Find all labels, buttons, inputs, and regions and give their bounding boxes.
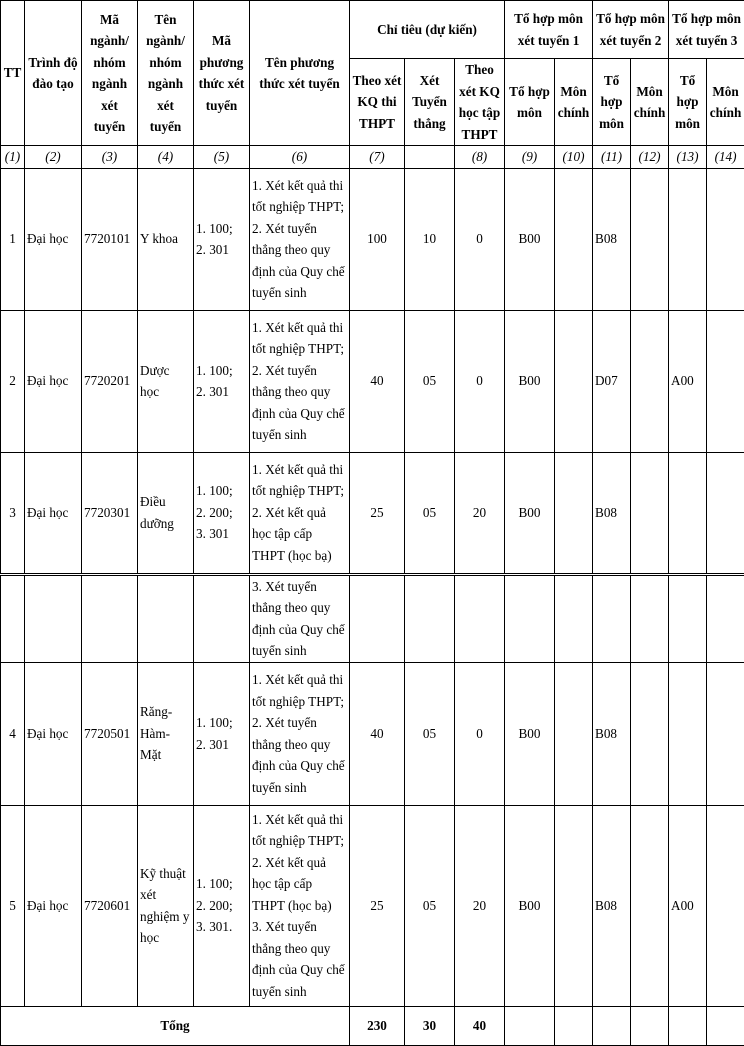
total-row (1, 1006, 744, 1045)
table-row (1, 662, 744, 805)
col-num: (4) (138, 146, 194, 169)
cell-mc3 (707, 805, 744, 1006)
cell-tt: 3 (1, 452, 25, 574)
cell-th2: D07 (593, 310, 631, 452)
total-empty (631, 1006, 669, 1045)
cell-mc3 (707, 662, 744, 805)
cell-ma: 7720101 (82, 168, 138, 310)
cell-ten: Kỹ thuật xét nghiệm y học (138, 805, 194, 1006)
cell-th1 (505, 574, 555, 662)
cell-mc1 (555, 310, 593, 452)
col-num: (11) (593, 146, 631, 169)
cell-thang: 05 (405, 662, 455, 805)
cell-hoc-tap: 0 (455, 310, 505, 452)
header-to-hop-mon-1: Tổ hợp môn (505, 59, 555, 146)
cell-ten-pt: 1. Xét kết quả thi tốt nghiệp THPT; 2. Xét tuyển thẳng theo quy định của Quy chế tuyển sinh (250, 662, 350, 805)
cell-tt: 2 (1, 310, 25, 452)
cell-th2: B08 (593, 168, 631, 310)
cell-th3 (669, 168, 707, 310)
header-to-hop-mon-3: Tổ hợp môn (669, 59, 707, 146)
cell-mc1 (555, 662, 593, 805)
col-num: (3) (82, 146, 138, 169)
cell-th2: B08 (593, 805, 631, 1006)
header-to-hop-3: Tổ hợp môn xét tuyển 3 (669, 1, 744, 59)
cell-ten: Điều dưỡng (138, 452, 194, 574)
cell-mc3 (707, 168, 744, 310)
col-num: (13) (669, 146, 707, 169)
cell-trinh-do: Đại học (25, 662, 82, 805)
cell-tt: 4 (1, 662, 25, 805)
cell-ten: Y khoa (138, 168, 194, 310)
cell-th1: B00 (505, 662, 555, 805)
cell-mc2 (631, 574, 669, 662)
cell-ten-pt: 1. Xét kết quả thi tốt nghiệp THPT; 2. Xét kết quả học tập cấp THPT (học bạ) (250, 452, 350, 574)
col-num: (1) (1, 146, 25, 169)
col-num: (5) (194, 146, 250, 169)
col-num (405, 146, 455, 169)
cell-hoc-tap (455, 574, 505, 662)
cell-th3: A00 (669, 805, 707, 1006)
header-ma-ptxt: Mã phương thức xét tuyển (194, 1, 250, 146)
cell-ten-pt: 1. Xét kết quả thi tốt nghiệp THPT; 2. Xét kết quả học tập cấp THPT (học bạ) 3. Xét tuyển thẳng theo quy định của Quy chế tuyển sinh (250, 805, 350, 1006)
cell-th1: B00 (505, 452, 555, 574)
header-to-hop-mon-2: Tổ hợp môn (593, 59, 631, 146)
cell-ptxt (194, 574, 250, 662)
col-num: (14) (707, 146, 744, 169)
col-num: (2) (25, 146, 82, 169)
cell-mc2 (631, 805, 669, 1006)
header-to-hop-1: Tổ hợp môn xét tuyển 1 (505, 1, 593, 59)
cell-ma: 7720301 (82, 452, 138, 574)
cell-mc1 (555, 168, 593, 310)
column-number-row (1, 146, 744, 169)
cell-ma: 7720201 (82, 310, 138, 452)
cell-ten-pt: 3. Xét tuyển thẳng theo quy định của Quy chế tuyển sinh (250, 574, 350, 662)
cell-hoc-tap: 0 (455, 662, 505, 805)
cell-mc2 (631, 168, 669, 310)
table-row (1, 310, 744, 452)
col-num: (8) (455, 146, 505, 169)
cell-th2 (593, 574, 631, 662)
cell-thang: 05 (405, 310, 455, 452)
total-thpt: 230 (350, 1006, 405, 1045)
cell-ma: 7720601 (82, 805, 138, 1006)
cell-thpt (350, 574, 405, 662)
cell-mc3 (707, 574, 744, 662)
cell-ten-pt: 1. Xét kết quả thi tốt nghiệp THPT; 2. Xét tuyển thẳng theo quy định của Quy chế tuyển sinh (250, 310, 350, 452)
col-num: (7) (350, 146, 405, 169)
total-empty (593, 1006, 631, 1045)
total-empty (669, 1006, 707, 1045)
cell-mc1 (555, 805, 593, 1006)
cell-ten (138, 574, 194, 662)
cell-ma: 7720501 (82, 662, 138, 805)
col-num: (9) (505, 146, 555, 169)
header-chi-tieu: Chỉ tiêu (dự kiến) (350, 1, 505, 59)
table-row (1, 805, 744, 1006)
cell-thang: 05 (405, 805, 455, 1006)
cell-thpt: 100 (350, 168, 405, 310)
cell-mc2 (631, 310, 669, 452)
cell-thpt: 40 (350, 662, 405, 805)
cell-tt (1, 574, 25, 662)
cell-ptxt: 1. 100; 2. 200; 3. 301 (194, 452, 250, 574)
cell-trinh-do (25, 574, 82, 662)
cell-mc2 (631, 452, 669, 574)
cell-thpt: 25 (350, 805, 405, 1006)
cell-thang: 10 (405, 168, 455, 310)
cell-tt: 1 (1, 168, 25, 310)
header-ma-nganh: Mã ngành/ nhóm ngành xét tuyển (82, 1, 138, 146)
header-theo-thpt: Theo xét KQ thi THPT (350, 59, 405, 146)
cell-ptxt: 1. 100; 2. 301 (194, 662, 250, 805)
cell-ten: Răng-Hàm-Mặt (138, 662, 194, 805)
cell-ten: Dược học (138, 310, 194, 452)
cell-th2: B08 (593, 452, 631, 574)
header-mon-chinh-1: Môn chính (555, 59, 593, 146)
col-num: (6) (250, 146, 350, 169)
total-empty (555, 1006, 593, 1045)
cell-ptxt: 1. 100; 2. 200; 3. 301. (194, 805, 250, 1006)
table-row (1, 168, 744, 310)
cell-mc3 (707, 452, 744, 574)
header-tt: TT (1, 1, 25, 146)
total-empty (505, 1006, 555, 1045)
cell-th3 (669, 452, 707, 574)
header-theo-hoc-tap: Theo xét KQ học tập THPT (455, 59, 505, 146)
cell-th1: B00 (505, 168, 555, 310)
cell-ma (82, 574, 138, 662)
cell-thpt: 25 (350, 452, 405, 574)
cell-th1: B00 (505, 310, 555, 452)
cell-trinh-do: Đại học (25, 168, 82, 310)
cell-thang (405, 574, 455, 662)
cell-ten-pt: 1. Xét kết quả thi tốt nghiệp THPT; 2. Xét tuyển thẳng theo quy định của Quy chế tuyển sinh (250, 168, 350, 310)
header-xet-tuyen-thang: Xét Tuyển thẳng (405, 59, 455, 146)
header-mon-chinh-3: Môn chính (707, 59, 744, 146)
header-trinh-do: Trình độ đào tạo (25, 1, 82, 146)
cell-th3 (669, 574, 707, 662)
cell-tt: 5 (1, 805, 25, 1006)
total-hoc-tap: 40 (455, 1006, 505, 1045)
cell-th2: B08 (593, 662, 631, 805)
cell-ptxt: 1. 100; 2. 301 (194, 310, 250, 452)
cell-trinh-do: Đại học (25, 805, 82, 1006)
cell-thpt: 40 (350, 310, 405, 452)
cell-mc1 (555, 574, 593, 662)
cell-ptxt: 1. 100; 2. 301 (194, 168, 250, 310)
header-to-hop-2: Tổ hợp môn xét tuyển 2 (593, 1, 669, 59)
total-label: Tổng (1, 1006, 350, 1045)
cell-mc1 (555, 452, 593, 574)
header-mon-chinh-2: Môn chính (631, 59, 669, 146)
cell-th1: B00 (505, 805, 555, 1006)
total-thang: 30 (405, 1006, 455, 1045)
cell-th3 (669, 662, 707, 805)
header-ten-nganh: Tên ngành/ nhóm ngành xét tuyển (138, 1, 194, 146)
cell-trinh-do: Đại học (25, 452, 82, 574)
cell-th3: A00 (669, 310, 707, 452)
header-ten-ptxt: Tên phương thức xét tuyển (250, 1, 350, 146)
col-num: (12) (631, 146, 669, 169)
table-row (1, 574, 744, 662)
cell-mc3 (707, 310, 744, 452)
total-empty (707, 1006, 744, 1045)
cell-hoc-tap: 20 (455, 805, 505, 1006)
cell-hoc-tap: 0 (455, 168, 505, 310)
cell-mc2 (631, 662, 669, 805)
cell-hoc-tap: 20 (455, 452, 505, 574)
col-num: (10) (555, 146, 593, 169)
cell-thang: 05 (405, 452, 455, 574)
table-row (1, 452, 744, 574)
cell-trinh-do: Đại học (25, 310, 82, 452)
